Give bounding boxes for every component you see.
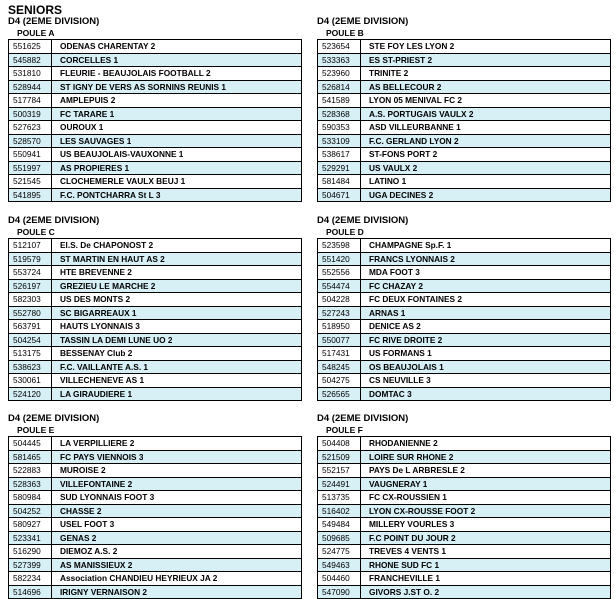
team-name: AMPLEPUIS 2 xyxy=(60,95,116,105)
poule-section xyxy=(8,215,302,401)
club-code: 527623 xyxy=(9,121,52,134)
table-row xyxy=(318,292,610,306)
club-code: 581484 xyxy=(318,175,361,188)
poule-heading: POULE C xyxy=(17,227,55,237)
team-name: El.S. De CHAPONOST 2 xyxy=(60,240,154,250)
division-heading: D4 (2EME DIVISION) xyxy=(317,413,409,424)
team-name: FRANCS LYONNAIS 2 xyxy=(369,253,455,264)
table-row xyxy=(318,188,610,202)
team-name: MILLERY VOURLES 3 xyxy=(369,519,455,529)
team-name: LA GIRAUDIERE 1 xyxy=(60,388,133,399)
club-code: 554474 xyxy=(318,280,361,293)
team-table xyxy=(317,238,611,401)
club-code: 590353 xyxy=(318,121,361,134)
division-heading: D4 (2EME DIVISION) xyxy=(8,215,100,226)
team-table xyxy=(8,436,302,599)
table-row xyxy=(9,387,301,401)
club-code: 514696 xyxy=(9,586,52,599)
club-code: 504254 xyxy=(9,334,52,347)
team-table xyxy=(8,39,302,202)
team-name: FC RIVE DROITE 2 xyxy=(369,334,443,345)
team-name: LYON CX-ROUSSE FOOT 2 xyxy=(369,505,476,516)
table-row xyxy=(318,134,610,148)
team-name: LATINO 1 xyxy=(369,176,407,186)
table-row xyxy=(318,40,610,53)
team-name: CS NEUVILLE 3 xyxy=(369,375,431,385)
table-row xyxy=(9,40,301,53)
club-code: 504460 xyxy=(318,572,361,585)
club-code: 580984 xyxy=(9,491,52,504)
club-code: 551625 xyxy=(9,40,52,53)
team-name: LOIRE SUR RHONE 2 xyxy=(369,451,454,462)
table-row xyxy=(9,107,301,121)
club-code: 550941 xyxy=(9,148,52,161)
team-name: F.C. VAILLANTE A.S. 1 xyxy=(60,361,149,372)
table-row xyxy=(9,319,301,333)
club-code: 523341 xyxy=(9,532,52,545)
team-name: F.C. GERLAND LYON 2 xyxy=(369,135,459,146)
table-row xyxy=(9,450,301,464)
table-row xyxy=(9,53,301,67)
club-code: 582234 xyxy=(9,572,52,585)
team-name: HAUTS LYONNAIS 3 xyxy=(60,321,140,331)
table-row xyxy=(9,544,301,558)
club-code: 549463 xyxy=(318,559,361,572)
table-row xyxy=(9,477,301,491)
team-name: ARNAS 1 xyxy=(369,307,406,318)
club-code: 549484 xyxy=(318,518,361,531)
team-name: ST IGNY DE VERS AS SORNINS REUNIS 1 xyxy=(60,81,226,92)
team-name: CHASSE 2 xyxy=(60,505,102,516)
club-code: 563791 xyxy=(9,320,52,333)
team-name: OUROUX 1 xyxy=(60,122,104,132)
poule-heading: POULE A xyxy=(17,28,55,38)
poule-section xyxy=(8,413,302,599)
team-name: F.C. PONTCHARRA St L 3 xyxy=(60,189,161,200)
club-code: 504671 xyxy=(318,189,361,202)
table-row xyxy=(9,571,301,585)
team-name: MDA FOOT 3 xyxy=(369,267,420,277)
team-name: TREVES 4 VENTS 1 xyxy=(369,546,447,556)
team-name: RHODANIENNE 2 xyxy=(369,438,438,448)
club-code: 526814 xyxy=(318,81,361,94)
club-code: 513735 xyxy=(318,491,361,504)
table-row xyxy=(9,558,301,572)
club-code: 552780 xyxy=(9,307,52,320)
club-code: 504228 xyxy=(318,293,361,306)
table-row xyxy=(318,360,610,374)
team-name: AS MANISSIEUX 2 xyxy=(60,559,133,570)
club-code: 519579 xyxy=(9,253,52,266)
team-name: HTE BREVENNE 2 xyxy=(60,267,132,277)
table-row xyxy=(9,463,301,477)
team-name: VILLEFONTAINE 2 xyxy=(60,478,133,489)
club-code: 517431 xyxy=(318,347,361,360)
table-row xyxy=(9,93,301,107)
table-row xyxy=(9,437,301,450)
table-row xyxy=(9,373,301,387)
club-code: 526565 xyxy=(318,388,361,401)
team-name: MUROISE 2 xyxy=(60,465,106,475)
table-row xyxy=(318,306,610,320)
team-name: Association CHANDIEU HEYRIEUX JA 2 xyxy=(60,573,218,583)
club-code: 527243 xyxy=(318,307,361,320)
club-code: 529291 xyxy=(318,162,361,175)
table-row xyxy=(9,80,301,94)
club-code: 526197 xyxy=(9,280,52,293)
table-row xyxy=(9,531,301,545)
table-row xyxy=(9,174,301,188)
table-row xyxy=(318,265,610,279)
team-name: LYON 05 MENIVAL FC 2 xyxy=(369,95,462,105)
poule-section xyxy=(317,413,611,599)
club-code: 541589 xyxy=(318,94,361,107)
table-row xyxy=(318,517,610,531)
table-row xyxy=(9,346,301,360)
club-code: 538623 xyxy=(9,361,52,374)
team-name: US VAULX 2 xyxy=(369,162,418,173)
team-name: FC DEUX FONTAINES 2 xyxy=(369,294,462,304)
club-code: 582303 xyxy=(9,293,52,306)
club-code: 504445 xyxy=(9,437,52,450)
poule-section xyxy=(317,215,611,401)
table-row xyxy=(9,490,301,504)
team-name: ODENAS CHARENTAY 2 xyxy=(60,41,156,51)
table-row xyxy=(9,517,301,531)
poule-section xyxy=(317,16,611,202)
club-code: 516290 xyxy=(9,545,52,558)
club-code: 551997 xyxy=(9,162,52,175)
table-row xyxy=(318,319,610,333)
team-name: AS BELLECOUR 2 xyxy=(369,81,442,92)
club-code: 553724 xyxy=(9,266,52,279)
club-code: 512107 xyxy=(9,239,52,252)
table-row xyxy=(318,120,610,134)
club-code: 552157 xyxy=(318,464,361,477)
table-row xyxy=(9,239,301,252)
club-code: 500319 xyxy=(9,108,52,121)
team-name: F.C POINT DU JOUR 2 xyxy=(369,532,456,543)
table-row xyxy=(9,360,301,374)
poule-heading: POULE D xyxy=(326,227,364,237)
team-name: FC TARARE 1 xyxy=(60,108,115,119)
table-row xyxy=(318,252,610,266)
team-name: PAYS De L ARBRESLE 2 xyxy=(369,465,465,475)
club-code: 504275 xyxy=(318,374,361,387)
team-table xyxy=(317,436,611,599)
table-row xyxy=(9,120,301,134)
table-row xyxy=(9,161,301,175)
club-code: 504252 xyxy=(9,505,52,518)
table-row xyxy=(9,504,301,518)
club-code: 524120 xyxy=(9,388,52,401)
team-name: TRINITE 2 xyxy=(369,68,409,78)
club-code: 522883 xyxy=(9,464,52,477)
team-name: CORCELLES 1 xyxy=(60,54,119,65)
team-name: CHAMPAGNE Sp.F. 1 xyxy=(369,240,452,250)
club-code: 523654 xyxy=(318,40,361,53)
club-code: 531810 xyxy=(9,67,52,80)
table-row xyxy=(9,188,301,202)
division-heading: D4 (2EME DIVISION) xyxy=(8,413,100,424)
club-code: 518950 xyxy=(318,320,361,333)
club-code: 521509 xyxy=(318,451,361,464)
team-name: BESSENAY Club 2 xyxy=(60,348,133,358)
table-row xyxy=(318,93,610,107)
team-name: FC CHAZAY 2 xyxy=(369,280,423,291)
table-row xyxy=(318,477,610,491)
table-row xyxy=(318,490,610,504)
club-code: 547090 xyxy=(318,586,361,599)
team-name: FC PAYS VIENNOIS 3 xyxy=(60,451,144,462)
team-name: GIVORS J.ST O. 2 xyxy=(369,586,440,597)
club-code: 524491 xyxy=(318,478,361,491)
division-heading: D4 (2EME DIVISION) xyxy=(8,16,100,27)
team-name: US DES MONTS 2 xyxy=(60,294,131,304)
table-row xyxy=(9,66,301,80)
team-name: FC CX-ROUSSIEN 1 xyxy=(369,492,447,502)
table-row xyxy=(318,53,610,67)
club-code: 528368 xyxy=(318,108,361,121)
club-code: 528944 xyxy=(9,81,52,94)
team-name: FLEURIE - BEAUJOLAIS FOOTBALL 2 xyxy=(60,68,211,78)
team-name: RHONE SUD FC 1 xyxy=(369,559,440,570)
club-code: 516402 xyxy=(318,505,361,518)
table-row xyxy=(9,265,301,279)
club-code: 528363 xyxy=(9,478,52,491)
club-code: 533109 xyxy=(318,135,361,148)
team-name: DOMTAC 3 xyxy=(369,388,412,399)
table-row xyxy=(318,333,610,347)
team-name: AS PROPIERES 1 xyxy=(60,162,130,173)
team-table xyxy=(317,39,611,202)
team-name: VILLECHENEVE AS 1 xyxy=(60,375,145,385)
table-row xyxy=(318,161,610,175)
team-name: USEL FOOT 3 xyxy=(60,519,115,529)
table-row xyxy=(318,531,610,545)
table-row xyxy=(318,373,610,387)
team-name: VAUGNERAY 1 xyxy=(369,478,428,489)
table-row xyxy=(318,239,610,252)
club-code: 580927 xyxy=(9,518,52,531)
team-name: LA VERPILLIERE 2 xyxy=(60,438,135,448)
table-row xyxy=(318,147,610,161)
team-name: US FORMANS 1 xyxy=(369,348,432,358)
table-row xyxy=(318,174,610,188)
club-code: 545882 xyxy=(9,54,52,67)
club-code: 524775 xyxy=(318,545,361,558)
table-row xyxy=(318,463,610,477)
team-name: A.S. PORTUGAIS VAULX 2 xyxy=(369,108,474,119)
team-name: DENICE AS 2 xyxy=(369,321,421,331)
club-code: 552556 xyxy=(318,266,361,279)
club-code: 523598 xyxy=(318,239,361,252)
table-row xyxy=(318,571,610,585)
table-row xyxy=(318,66,610,80)
table-row xyxy=(9,252,301,266)
poule-section xyxy=(8,16,302,202)
table-row xyxy=(9,333,301,347)
table-row xyxy=(318,107,610,121)
team-name: SC BIGARREAUX 1 xyxy=(60,307,137,318)
team-name: IRIGNY VERNAISON 2 xyxy=(60,586,147,597)
club-code: 509685 xyxy=(318,532,361,545)
club-code: 581465 xyxy=(9,451,52,464)
poule-heading: POULE E xyxy=(17,425,55,435)
table-row xyxy=(9,292,301,306)
club-code: 517784 xyxy=(9,94,52,107)
table-row xyxy=(318,346,610,360)
team-name: ST-FONS PORT 2 xyxy=(369,149,438,159)
team-name: US BEAUJOLAIS-VAUXONNE 1 xyxy=(60,149,184,159)
club-code: 538617 xyxy=(318,148,361,161)
table-row xyxy=(318,437,610,450)
division-heading: D4 (2EME DIVISION) xyxy=(317,215,409,226)
team-name: CLOCHEMERLE VAULX BEUJ 1 xyxy=(60,176,186,186)
team-name: UGA DECINES 2 xyxy=(369,189,434,200)
team-name: STE FOY LES LYON 2 xyxy=(369,41,455,51)
team-name: OS BEAUJOLAIS 1 xyxy=(369,361,444,372)
team-name: TASSIN LA DEMI LUNE UO 2 xyxy=(60,334,173,345)
table-row xyxy=(318,450,610,464)
team-name: SUD LYONNAIS FOOT 3 xyxy=(60,492,155,502)
club-code: 521545 xyxy=(9,175,52,188)
team-name: GREZIEU LE MARCHE 2 xyxy=(60,280,156,291)
table-row xyxy=(318,387,610,401)
table-row xyxy=(318,544,610,558)
club-code: 528570 xyxy=(9,135,52,148)
team-name: GENAS 2 xyxy=(60,532,97,543)
division-heading: D4 (2EME DIVISION) xyxy=(317,16,409,27)
table-row xyxy=(9,147,301,161)
poule-heading: POULE B xyxy=(326,28,364,38)
team-table xyxy=(8,238,302,401)
club-code: 551420 xyxy=(318,253,361,266)
club-code: 541895 xyxy=(9,189,52,202)
table-row xyxy=(9,306,301,320)
team-name: FRANCHEVILLE 1 xyxy=(369,573,440,583)
team-name: ASD VILLEURBANNE 1 xyxy=(369,122,461,132)
team-name: LES SAUVAGES 1 xyxy=(60,135,132,146)
club-code: 523960 xyxy=(318,67,361,80)
club-code: 513175 xyxy=(9,347,52,360)
team-name: DIEMOZ A.S. 2 xyxy=(60,546,118,556)
table-row xyxy=(318,279,610,293)
club-code: 527399 xyxy=(9,559,52,572)
club-code: 550077 xyxy=(318,334,361,347)
team-name: ES ST-PRIEST 2 xyxy=(369,54,433,65)
poule-heading: POULE F xyxy=(326,425,363,435)
club-code: 504408 xyxy=(318,437,361,450)
table-row xyxy=(318,558,610,572)
table-row xyxy=(318,80,610,94)
club-code: 533363 xyxy=(318,54,361,67)
table-row xyxy=(318,504,610,518)
club-code: 548245 xyxy=(318,361,361,374)
table-row xyxy=(9,134,301,148)
table-row xyxy=(9,279,301,293)
club-code: 530061 xyxy=(9,374,52,387)
page-title: SENIORS xyxy=(8,3,63,17)
team-name: ST MARTIN EN HAUT AS 2 xyxy=(60,253,165,264)
